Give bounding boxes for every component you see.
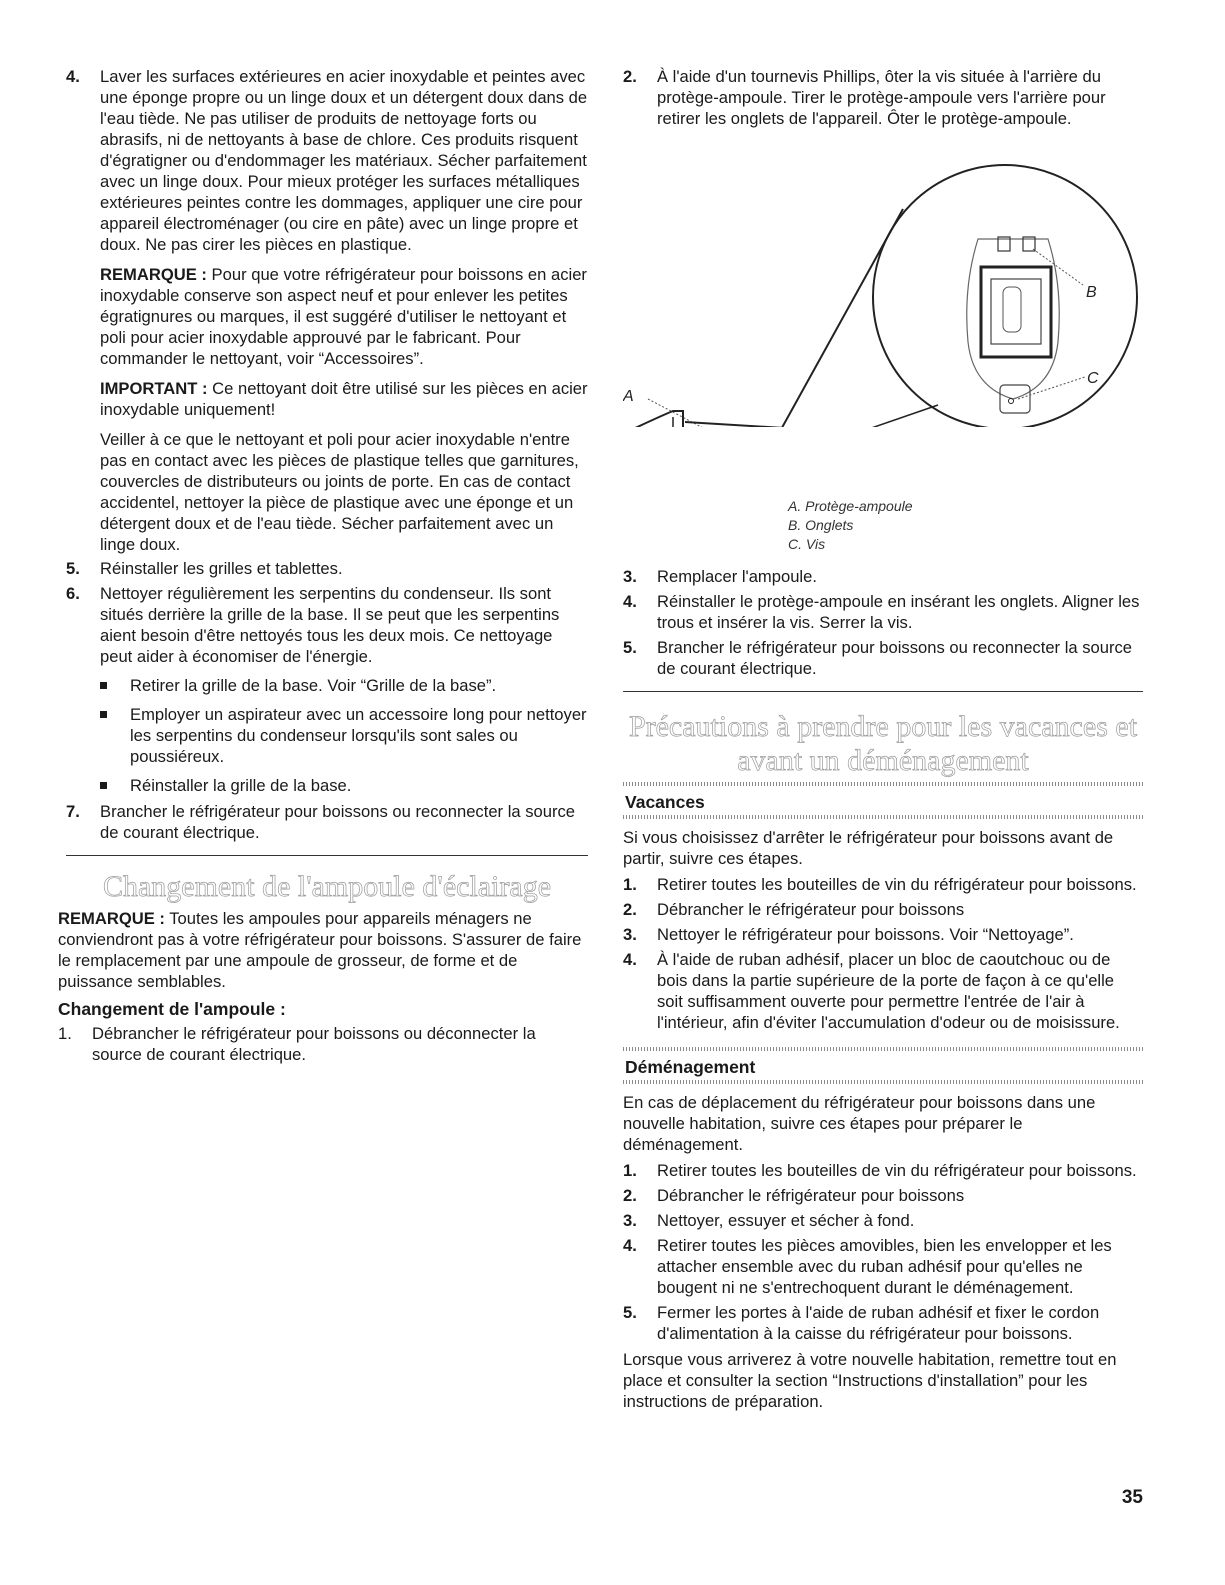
vacances-step	[623, 874, 1143, 895]
bullet-text: Retirer la grille de la base. Voir “Grille de la base”.	[130, 676, 497, 695]
important-label: IMPORTANT :	[100, 379, 208, 398]
vacances-step-text: À l'aide de ruban adhésif, placer un bloc de caoutchouc ou de bois dans la partie supérieure de la porte de façon à ce qu'elle soit suffisamment ouverte pour permettre l'entrée de l'air à l'intérieur, afin d'éviter l'accumulation d'odeur ou de moisissure.	[657, 950, 1120, 1032]
list-number: 3.	[623, 567, 637, 586]
demenagement-step	[623, 1302, 1143, 1344]
list-number: 1.	[623, 875, 637, 894]
remarque-text: Toutes les ampoules pour appareils ménagers ne conviendront pas à votre réfrigérateur pour boissons. S'assurer de faire le remplacement par une ampoule de grosseur, de forme et de puissance semblables.	[58, 909, 582, 991]
dotted-rule	[623, 1080, 1143, 1084]
list-number: 2.	[623, 1186, 637, 1205]
left-column	[58, 66, 588, 1065]
step-5	[623, 637, 1143, 679]
page-number: 35	[1121, 1487, 1143, 1508]
list-number: 2.	[623, 67, 637, 86]
bullet-item	[100, 775, 588, 796]
veiller-paragraph: Veiller à ce que le nettoyant et poli pour acier inoxydable n'entre pas en contact avec les pièces de plastique telles que garnitures, couvercles de distributeurs ou joints de porte. En cas de contact accidentel, nettoyer la pièce de plastique avec une éponge et un détergent doux et de l'eau tiède. Sécher parfaitement avec un linge doux.	[100, 430, 579, 554]
list-number: 4.	[623, 950, 637, 969]
vacances-step-text: Nettoyer le réfrigérateur pour boissons. Voir “Nettoyage”.	[657, 925, 1074, 944]
bullet-text: Employer un aspirateur avec un accessoire long pour nettoyer les serpentins du condenseur lorsqu'ils sont sales ou poussiéreux.	[130, 705, 587, 766]
dotted-rule	[623, 782, 1143, 786]
item-5-text: Réinstaller les grilles et tablettes.	[100, 559, 343, 578]
remarque-label: REMARQUE :	[100, 265, 207, 284]
fig-label-b: B	[1086, 284, 1097, 301]
list-number: 4.	[66, 67, 80, 86]
step-3-text: Remplacer l'ampoule.	[657, 567, 817, 586]
item-4-paragraph: Laver les surfaces extérieures en acier inoxydable et peintes avec une éponge propre ou un linge doux et un détergent doux dans de l'eau tiède. Ne pas utiliser de produits de nettoyage forts ou abrasifs, ni de nettoyants à base de chlore. Ces produits risquent d'égratigner ou d'endommager les matériaux. Sécher parfaitement avec un linge doux. Pour mieux protéger les surfaces métalliques extérieures peintes contre les dommages, appliquer une cire pour appareil électroménager (ou cire en pâte) avec un linge propre et doux. Ne pas cirer les pièces en plastique.	[100, 67, 588, 254]
subheading-changement: Changement de l'ampoule :	[58, 999, 286, 1019]
caption-a: A. Protège-ampoule	[788, 498, 913, 514]
item-7-text: Brancher le réfrigérateur pour boissons ou reconnecter la source de courant électrique.	[100, 802, 576, 842]
demenagement-step	[623, 1235, 1143, 1298]
bullet-text: Réinstaller la grille de la base.	[130, 776, 352, 795]
demenagement-step-text: Nettoyer, essuyer et sécher à fond.	[657, 1211, 915, 1230]
step-2-text: À l'aide d'un tournevis Phillips, ôter la vis située à l'arrière du protège-ampoule. Tirer le protège-ampoule vers l'arrière pour retirer les onglets de l'appareil. Ôter le protège-ampoule.	[657, 67, 1106, 128]
step-1-text: Débrancher le réfrigérateur pour boissons ou déconnecter la source de courant électrique.	[92, 1024, 536, 1064]
demenagement-step-text: Débrancher le réfrigérateur pour boissons	[657, 1186, 965, 1205]
important-text: Ce nettoyant doit être utilisé sur les pièces en acier inoxydable uniquement!	[100, 379, 588, 419]
demenagement-step-text: Retirer toutes les pièces amovibles, bien les envelopper et les attacher ensemble avec du ruban adhésif pour qu'elles ne bougent ni ne s'entrechoquent durant le déménagement.	[657, 1236, 1112, 1297]
bullet-item	[100, 704, 588, 767]
remarque-ampoule-note	[58, 908, 588, 992]
vacances-heading: Vacances	[625, 792, 705, 812]
list-number: 4.	[623, 1236, 637, 1255]
demenagement-intro: En cas de déplacement du réfrigérateur pour boissons dans une nouvelle habitation, suivre ces étapes pour préparer le déménagement.	[623, 1093, 1096, 1154]
step-5-text: Brancher le réfrigérateur pour boissons ou reconnecter la source de courant électrique.	[657, 638, 1133, 678]
vacances-step	[623, 899, 1143, 920]
section-title-line-1: Précautions à prendre pour les vacances et	[628, 710, 1138, 743]
important-note	[100, 378, 588, 420]
vacances-step	[623, 949, 1143, 1033]
demenagement-step	[623, 1210, 1143, 1231]
bullet-square-icon	[100, 682, 107, 689]
remarque-note	[100, 264, 588, 369]
item-6-text: Nettoyer régulièrement les serpentins du condenseur. Ils sont situés derrière la grille de la base. Il se peut que les serpentins aient besoin d'être nettoyés tous les deux mois. Ce nettoyage peut aider à économiser de l'énergie.	[100, 584, 560, 666]
vacances-step-text: Retirer toutes les bouteilles de vin du réfrigérateur pour boissons.	[657, 875, 1137, 894]
light-shield-diagram-svg	[623, 137, 1143, 427]
demenagement-step-text: Fermer les portes à l'aide de ruban adhésif et fixer le cordon d'alimentation à la caisse du réfrigérateur pour boissons.	[657, 1303, 1100, 1343]
list-item-5	[66, 558, 588, 579]
demenagement-step	[623, 1160, 1143, 1181]
list-number: 3.	[623, 1211, 637, 1230]
step-4-text: Réinstaller le protège-ampoule en insérant les onglets. Aligner les trous et insérer la vis. Serrer la vis.	[657, 592, 1140, 632]
section-title: Changement de l'ampoule d'éclairage	[102, 870, 552, 903]
list-number: 1.	[623, 1161, 637, 1180]
list-number: 5.	[623, 1303, 637, 1322]
section-title-line-2: avant un déménagement	[737, 744, 1029, 777]
demenagement-heading: Déménagement	[625, 1057, 756, 1077]
bullet-square-icon	[100, 782, 107, 789]
closing-paragraph: Lorsque vous arriverez à votre nouvelle habitation, remettre tout en place et consulter la section “Instructions d'installation” pour les instructions de préparation.	[623, 1350, 1117, 1411]
section-divider	[66, 855, 588, 856]
step-3	[623, 566, 1143, 587]
step-2	[623, 66, 1143, 129]
section-divider	[623, 691, 1143, 692]
right-column	[623, 66, 1143, 1412]
vacances-intro: Si vous choisissez d'arrêter le réfrigérateur pour boissons avant de partir, suivre ces étapes.	[623, 828, 1114, 868]
list-number: 2.	[623, 900, 637, 919]
remarque-text: Pour que votre réfrigérateur pour boissons en acier inoxydable conserve son aspect neuf et pour enlever les petites égratignures ou marques, il est suggéré d'utiliser le nettoyant et poli pour acier inoxydable approuvé par le fabricant. Pour commander le nettoyant, voir “Accessoires”.	[100, 265, 587, 368]
bullet-square-icon	[100, 711, 107, 718]
step-1	[58, 1023, 588, 1065]
fig-label-c: C	[1087, 370, 1099, 387]
demenagement-step	[623, 1185, 1143, 1206]
list-item-6	[66, 583, 588, 796]
step-4	[623, 591, 1143, 633]
vacances-step-text: Débrancher le réfrigérateur pour boissons	[657, 900, 965, 919]
list-number: 1.	[58, 1024, 72, 1043]
light-shield-diagram	[623, 137, 1143, 427]
list-number: 3.	[623, 925, 637, 944]
demenagement-step-text: Retirer toutes les bouteilles de vin du réfrigérateur pour boissons.	[657, 1161, 1137, 1180]
list-number: 5.	[623, 638, 637, 657]
list-number: 6.	[66, 584, 80, 603]
list-number: 4.	[623, 592, 637, 611]
dotted-rule	[623, 1047, 1143, 1051]
caption-b: B. Onglets	[788, 517, 854, 533]
caption-c: C. Vis	[788, 536, 826, 552]
figure-caption	[788, 497, 1143, 554]
bullet-item	[100, 675, 588, 696]
fig-label-a: A	[623, 388, 634, 405]
remarque-label: REMARQUE :	[58, 909, 165, 928]
list-item-4	[66, 66, 588, 555]
list-item-7	[66, 801, 588, 843]
vacances-step	[623, 924, 1143, 945]
list-number: 5.	[66, 559, 80, 578]
dotted-rule	[623, 815, 1143, 819]
list-number: 7.	[66, 802, 80, 821]
